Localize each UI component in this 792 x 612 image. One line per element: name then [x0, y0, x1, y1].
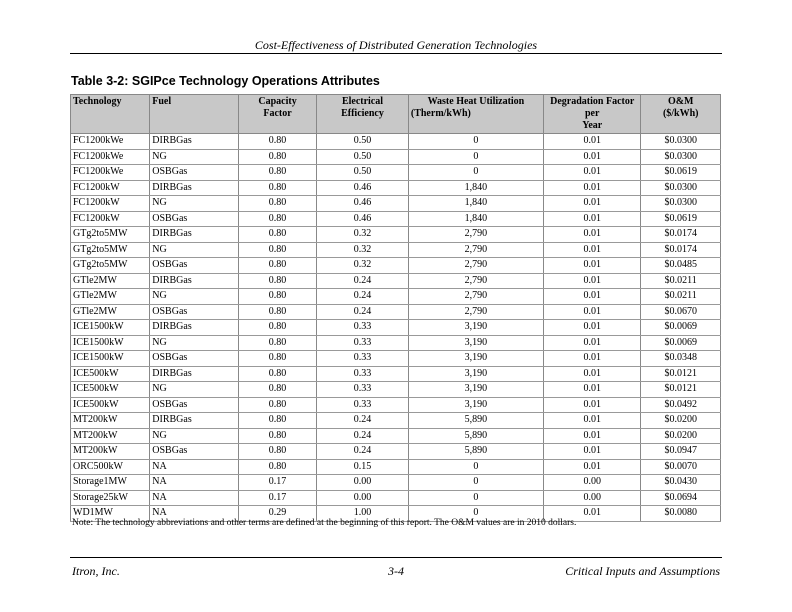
cell-om: $0.0300: [641, 196, 721, 212]
cell-waste-heat: 0: [408, 475, 543, 491]
cell-fuel: NA: [150, 459, 239, 475]
cell-om: $0.0492: [641, 397, 721, 413]
cell-degradation-factor: 0.01: [543, 165, 640, 181]
cell-capacity-factor: 0.80: [239, 289, 317, 305]
cell-waste-heat: 0: [408, 490, 543, 506]
cell-degradation-factor: 0.01: [543, 304, 640, 320]
cell-waste-heat: 2,790: [408, 304, 543, 320]
cell-electrical-efficiency: 0.50: [317, 165, 409, 181]
cell-capacity-factor: 0.80: [239, 258, 317, 274]
cell-fuel: DIRBGas: [150, 227, 239, 243]
cell-fuel: NG: [150, 382, 239, 398]
cell-technology: ICE1500kW: [71, 320, 150, 336]
cell-electrical-efficiency: 0.24: [317, 428, 409, 444]
cell-degradation-factor: 0.01: [543, 444, 640, 460]
cell-om: $0.0348: [641, 351, 721, 367]
cell-capacity-factor: 0.80: [239, 335, 317, 351]
cell-technology: GTle2MW: [71, 304, 150, 320]
column-header-label: Year: [582, 120, 603, 131]
cell-capacity-factor: 0.80: [239, 242, 317, 258]
table-row: [71, 211, 721, 227]
cell-degradation-factor: 0.01: [543, 149, 640, 165]
cell-om: $0.0211: [641, 273, 721, 289]
table-note: Note: The technology abbreviations and other terms are defined at the beginning of this report. The O&M values are in 2010 dollars.: [72, 518, 577, 528]
cell-capacity-factor: 0.80: [239, 134, 317, 150]
cell-degradation-factor: 0.01: [543, 413, 640, 429]
cell-capacity-factor: 0.80: [239, 149, 317, 165]
cell-electrical-efficiency: 0.15: [317, 459, 409, 475]
cell-electrical-efficiency: 0.33: [317, 382, 409, 398]
cell-om: $0.0300: [641, 180, 721, 196]
cell-waste-heat: 3,190: [408, 351, 543, 367]
operations-attributes-table: [70, 94, 721, 522]
cell-electrical-efficiency: 0.33: [317, 335, 409, 351]
cell-waste-heat: 0: [408, 459, 543, 475]
cell-fuel: OSBGas: [150, 444, 239, 460]
cell-degradation-factor: 0.01: [543, 351, 640, 367]
cell-waste-heat: 2,790: [408, 242, 543, 258]
cell-waste-heat: 1,840: [408, 180, 543, 196]
cell-technology: GTg2to5MW: [71, 227, 150, 243]
cell-waste-heat: 5,890: [408, 444, 543, 460]
cell-fuel: OSBGas: [150, 165, 239, 181]
cell-electrical-efficiency: 1.00: [317, 506, 409, 522]
cell-om: $0.0069: [641, 320, 721, 336]
cell-fuel: NG: [150, 289, 239, 305]
table-row: [71, 149, 721, 165]
header-rule: [70, 53, 722, 54]
cell-waste-heat: 5,890: [408, 413, 543, 429]
cell-waste-heat: 3,190: [408, 397, 543, 413]
cell-degradation-factor: 0.00: [543, 475, 640, 491]
cell-degradation-factor: 0.01: [543, 273, 640, 289]
cell-waste-heat: 2,790: [408, 289, 543, 305]
table-row: [71, 165, 721, 181]
column-header-label: Capacity: [258, 96, 297, 107]
table-row: [71, 413, 721, 429]
cell-electrical-efficiency: 0.33: [317, 366, 409, 382]
cell-om: $0.0211: [641, 289, 721, 305]
cell-waste-heat: 5,890: [408, 428, 543, 444]
cell-technology: MT200kW: [71, 444, 150, 460]
column-header-label: Technology: [73, 96, 122, 107]
cell-fuel: DIRBGas: [150, 366, 239, 382]
cell-waste-heat: 3,190: [408, 335, 543, 351]
cell-electrical-efficiency: 0.24: [317, 289, 409, 305]
cell-om: $0.0670: [641, 304, 721, 320]
cell-fuel: NA: [150, 490, 239, 506]
cell-om: $0.0694: [641, 490, 721, 506]
cell-om: $0.0069: [641, 335, 721, 351]
cell-om: $0.0070: [641, 459, 721, 475]
cell-technology: GTg2to5MW: [71, 242, 150, 258]
cell-waste-heat: 0: [408, 165, 543, 181]
column-header-technology: [71, 95, 150, 134]
column-header-label: Fuel: [152, 96, 172, 107]
cell-electrical-efficiency: 0.24: [317, 444, 409, 460]
table-row: [71, 320, 721, 336]
cell-electrical-efficiency: 0.50: [317, 149, 409, 165]
cell-om: $0.0121: [641, 366, 721, 382]
cell-technology: MT200kW: [71, 428, 150, 444]
cell-om: $0.0485: [641, 258, 721, 274]
cell-fuel: NG: [150, 196, 239, 212]
cell-fuel: DIRBGas: [150, 273, 239, 289]
cell-electrical-efficiency: 0.46: [317, 180, 409, 196]
table-row: [71, 351, 721, 367]
table-row: [71, 335, 721, 351]
cell-om: $0.0121: [641, 382, 721, 398]
cell-capacity-factor: 0.80: [239, 165, 317, 181]
cell-capacity-factor: 0.80: [239, 397, 317, 413]
cell-fuel: DIRBGas: [150, 134, 239, 150]
cell-degradation-factor: 0.01: [543, 258, 640, 274]
cell-om: $0.0300: [641, 134, 721, 150]
cell-om: $0.0300: [641, 149, 721, 165]
cell-technology: ICE500kW: [71, 382, 150, 398]
cell-electrical-efficiency: 0.33: [317, 397, 409, 413]
table-row: [71, 258, 721, 274]
table-body: [71, 134, 721, 522]
cell-degradation-factor: 0.01: [543, 227, 640, 243]
cell-waste-heat: 1,840: [408, 211, 543, 227]
cell-degradation-factor: 0.01: [543, 397, 640, 413]
cell-om: $0.0174: [641, 242, 721, 258]
table-row: [71, 444, 721, 460]
cell-fuel: OSBGas: [150, 211, 239, 227]
column-header-label: Electrical: [341, 96, 384, 107]
cell-technology: GTle2MW: [71, 289, 150, 305]
cell-capacity-factor: 0.80: [239, 227, 317, 243]
table-row: [71, 180, 721, 196]
cell-degradation-factor: 0.01: [543, 211, 640, 227]
cell-technology: GTle2MW: [71, 273, 150, 289]
cell-technology: FC1200kWe: [71, 134, 150, 150]
cell-waste-heat: 2,790: [408, 258, 543, 274]
column-header-label: (Therm/kWh): [410, 108, 471, 119]
table-row: [71, 428, 721, 444]
cell-electrical-efficiency: 0.32: [317, 227, 409, 243]
cell-technology: FC1200kW: [71, 196, 150, 212]
cell-fuel: NA: [150, 506, 239, 522]
cell-fuel: OSBGas: [150, 351, 239, 367]
cell-degradation-factor: 0.01: [543, 382, 640, 398]
cell-electrical-efficiency: 0.00: [317, 490, 409, 506]
running-header-title: Cost-Effectiveness of Distributed Generation Technologies: [254, 38, 538, 52]
cell-technology: FC1200kWe: [71, 165, 150, 181]
column-header-label: Waste Heat Utilization: [427, 96, 525, 107]
cell-waste-heat: 2,790: [408, 273, 543, 289]
cell-om: $0.0200: [641, 428, 721, 444]
cell-degradation-factor: 0.01: [543, 506, 640, 522]
table-row: [71, 289, 721, 305]
table-row: [71, 382, 721, 398]
cell-waste-heat: 0: [408, 149, 543, 165]
footer-rule: [70, 557, 722, 558]
cell-electrical-efficiency: 0.32: [317, 242, 409, 258]
cell-capacity-factor: 0.80: [239, 304, 317, 320]
column-header-capacity-factor: [239, 95, 317, 134]
cell-degradation-factor: 0.01: [543, 366, 640, 382]
cell-electrical-efficiency: 0.24: [317, 304, 409, 320]
column-header-label: Degradation Factor per: [550, 96, 635, 119]
cell-technology: ICE1500kW: [71, 351, 150, 367]
cell-fuel: NG: [150, 242, 239, 258]
cell-electrical-efficiency: 0.46: [317, 196, 409, 212]
table-row: [71, 397, 721, 413]
footer-company: Itron, Inc.: [72, 564, 120, 578]
table-header-row: [71, 95, 721, 134]
cell-degradation-factor: 0.01: [543, 289, 640, 305]
column-header-waste-heat: [408, 95, 543, 134]
table-row: [71, 366, 721, 382]
cell-fuel: DIRBGas: [150, 413, 239, 429]
cell-om: $0.0200: [641, 413, 721, 429]
cell-waste-heat: 1,840: [408, 196, 543, 212]
cell-technology: FC1200kW: [71, 180, 150, 196]
cell-waste-heat: 0: [408, 506, 543, 522]
table-row: [71, 273, 721, 289]
cell-waste-heat: 2,790: [408, 227, 543, 243]
cell-fuel: OSBGas: [150, 258, 239, 274]
cell-electrical-efficiency: 0.24: [317, 273, 409, 289]
cell-technology: Storage25kW: [71, 490, 150, 506]
cell-om: $0.0430: [641, 475, 721, 491]
column-header-label: Efficiency: [341, 108, 384, 119]
cell-waste-heat: 3,190: [408, 320, 543, 336]
column-header-fuel: [150, 95, 239, 134]
cell-capacity-factor: 0.29: [239, 506, 317, 522]
cell-technology: ICE500kW: [71, 397, 150, 413]
cell-technology: WD1MW: [71, 506, 150, 522]
cell-fuel: NA: [150, 475, 239, 491]
table-row: [71, 242, 721, 258]
column-header-label: ($/kWh): [662, 108, 699, 119]
cell-fuel: DIRBGas: [150, 180, 239, 196]
cell-capacity-factor: 0.80: [239, 196, 317, 212]
cell-electrical-efficiency: 0.24: [317, 413, 409, 429]
cell-technology: ICE500kW: [71, 366, 150, 382]
cell-technology: ICE1500kW: [71, 335, 150, 351]
cell-technology: ORC500kW: [71, 459, 150, 475]
cell-capacity-factor: 0.80: [239, 366, 317, 382]
cell-electrical-efficiency: 0.50: [317, 134, 409, 150]
cell-degradation-factor: 0.01: [543, 180, 640, 196]
cell-degradation-factor: 0.00: [543, 490, 640, 506]
cell-fuel: NG: [150, 335, 239, 351]
cell-capacity-factor: 0.80: [239, 444, 317, 460]
column-header-degradation-factor: [543, 95, 640, 134]
table-row: [71, 134, 721, 150]
cell-capacity-factor: 0.17: [239, 475, 317, 491]
cell-waste-heat: 3,190: [408, 382, 543, 398]
cell-om: $0.0947: [641, 444, 721, 460]
footer-section-title: Critical Inputs and Assumptions: [565, 564, 720, 578]
column-header-electrical-efficiency: [317, 95, 409, 134]
table-row: [71, 459, 721, 475]
cell-fuel: OSBGas: [150, 304, 239, 320]
cell-technology: FC1200kWe: [71, 149, 150, 165]
cell-electrical-efficiency: 0.46: [317, 211, 409, 227]
cell-capacity-factor: 0.80: [239, 180, 317, 196]
cell-capacity-factor: 0.80: [239, 428, 317, 444]
cell-waste-heat: 3,190: [408, 366, 543, 382]
table-title: Table 3-2: SGIPce Technology Operations Attributes: [71, 74, 380, 88]
cell-fuel: NG: [150, 428, 239, 444]
cell-technology: MT200kW: [71, 413, 150, 429]
cell-degradation-factor: 0.01: [543, 320, 640, 336]
cell-electrical-efficiency: 0.00: [317, 475, 409, 491]
cell-waste-heat: 0: [408, 134, 543, 150]
cell-fuel: OSBGas: [150, 397, 239, 413]
cell-fuel: DIRBGas: [150, 320, 239, 336]
cell-technology: FC1200kW: [71, 211, 150, 227]
cell-electrical-efficiency: 0.33: [317, 320, 409, 336]
cell-capacity-factor: 0.80: [239, 273, 317, 289]
cell-degradation-factor: 0.01: [543, 196, 640, 212]
cell-capacity-factor: 0.80: [239, 320, 317, 336]
cell-degradation-factor: 0.01: [543, 134, 640, 150]
cell-capacity-factor: 0.17: [239, 490, 317, 506]
cell-degradation-factor: 0.01: [543, 459, 640, 475]
cell-degradation-factor: 0.01: [543, 242, 640, 258]
table-row: [71, 196, 721, 212]
cell-electrical-efficiency: 0.33: [317, 351, 409, 367]
column-header-om: [641, 95, 721, 134]
column-header-label: O&M: [667, 96, 694, 107]
cell-capacity-factor: 0.80: [239, 413, 317, 429]
table-row: [71, 475, 721, 491]
cell-degradation-factor: 0.01: [543, 428, 640, 444]
table-row: [71, 227, 721, 243]
cell-electrical-efficiency: 0.32: [317, 258, 409, 274]
cell-om: $0.0619: [641, 165, 721, 181]
cell-om: $0.0174: [641, 227, 721, 243]
table-row: [71, 304, 721, 320]
cell-capacity-factor: 0.80: [239, 211, 317, 227]
cell-om: $0.0619: [641, 211, 721, 227]
cell-degradation-factor: 0.01: [543, 335, 640, 351]
cell-capacity-factor: 0.80: [239, 382, 317, 398]
table-row: [71, 490, 721, 506]
footer-page-number: 3-4: [388, 564, 404, 578]
cell-fuel: NG: [150, 149, 239, 165]
cell-capacity-factor: 0.80: [239, 351, 317, 367]
column-header-label: Factor: [263, 108, 292, 119]
cell-capacity-factor: 0.80: [239, 459, 317, 475]
cell-technology: GTg2to5MW: [71, 258, 150, 274]
cell-om: $0.0080: [641, 506, 721, 522]
cell-technology: Storage1MW: [71, 475, 150, 491]
